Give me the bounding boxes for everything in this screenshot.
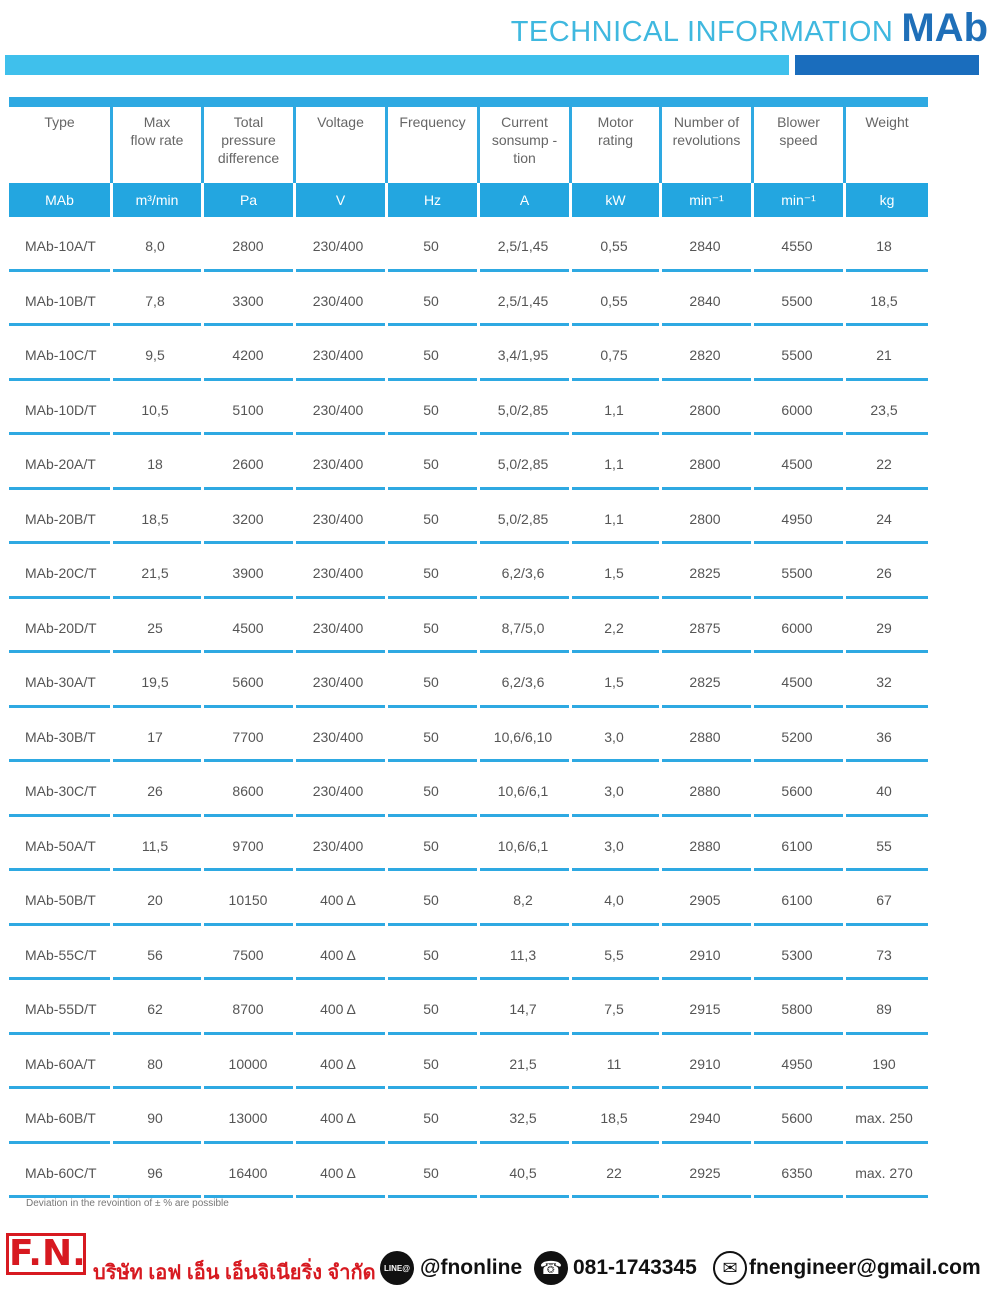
mail-icon: ✉	[713, 1251, 747, 1285]
header-line: flow rate	[130, 132, 184, 148]
table-cell: 7700	[232, 728, 264, 745]
table-cell: 20	[147, 892, 163, 908]
table-cell: 10000	[228, 1055, 268, 1072]
table-cell: 8700	[232, 1001, 264, 1017]
table-cell: 21,5	[509, 1055, 537, 1072]
table-cell: 26	[876, 565, 892, 581]
table-row	[0, 1089, 1000, 1141]
type-cell: MAb-20A/T	[25, 456, 96, 472]
table-cell: 50	[423, 347, 439, 363]
table-cell: 89	[876, 1001, 892, 1017]
table-cell: 5500	[781, 292, 813, 309]
table-cell: 4200	[232, 347, 264, 363]
table-cell: 50	[423, 238, 439, 254]
table-cell: 6100	[781, 892, 813, 908]
type-cell: MAb-50B/T	[25, 892, 96, 908]
table-cell: 50	[423, 401, 439, 418]
table-cell: 55	[876, 837, 892, 854]
table-row	[0, 599, 1000, 651]
table-cell: 62	[147, 1001, 163, 1017]
company-name: บริษัท เอฟ เอ็น เอ็นจิเนียริ่ง จำกัด	[93, 1262, 376, 1284]
header-line: Voltage	[317, 114, 364, 130]
deviation-note: Deviation in the revointion of ± % are possible	[26, 1198, 229, 1209]
header-bar-light	[5, 55, 789, 75]
table-cell: 2,2	[604, 619, 624, 636]
header-cell	[204, 113, 293, 167]
table-cell: 5200	[781, 728, 813, 745]
table-row	[0, 217, 1000, 269]
header-line: rating	[597, 132, 634, 148]
table-cell: 10,5	[141, 401, 169, 418]
table-cell: 50	[423, 1001, 439, 1017]
header-cell	[480, 113, 569, 167]
table-cell: 6350	[781, 1164, 813, 1181]
footer	[0, 1230, 1000, 1294]
row-divider	[388, 1195, 477, 1198]
header-line: Total	[233, 114, 264, 130]
type-cell: MAb-50A/T	[25, 837, 96, 854]
table-cell: 22	[606, 1164, 622, 1181]
table-cell: 400 Δ	[320, 1164, 356, 1181]
table-cell: 5300	[781, 946, 813, 963]
header-line: Blower	[777, 114, 820, 130]
column-separator	[477, 107, 480, 183]
table-cell: 5100	[232, 401, 264, 418]
table-cell: 0,75	[600, 347, 628, 363]
type-cell: MAb-20B/T	[25, 510, 96, 527]
table-cell: 230/400	[312, 619, 364, 636]
header-line: Frequency	[399, 114, 466, 130]
header-cell	[572, 113, 659, 149]
header-line: pressure	[221, 132, 276, 148]
table-row	[0, 544, 1000, 596]
unit-cell: V	[296, 183, 385, 217]
type-cell: MAb-60C/T	[25, 1164, 97, 1181]
table-cell: 2910	[689, 1055, 721, 1072]
table-cell: 400 Δ	[320, 1001, 356, 1017]
table-cell: 16400	[228, 1164, 268, 1181]
table-cell: 5,0/2,85	[497, 510, 549, 527]
column-separator	[843, 107, 846, 183]
table-row	[0, 326, 1000, 378]
table-cell: 400 Δ	[320, 892, 356, 908]
table-cell: 11,3	[509, 946, 537, 963]
table-top-border	[9, 97, 928, 107]
table-cell: 1,5	[604, 674, 624, 690]
unit-cell: min⁻¹	[662, 183, 751, 217]
header-cell	[662, 113, 751, 149]
table-cell: 2,5/1,45	[497, 238, 549, 254]
table-cell: 40	[876, 783, 892, 799]
table-cell: 230/400	[312, 510, 364, 527]
table-cell: 11	[606, 1055, 622, 1072]
table-cell: 8,7/5,0	[501, 619, 545, 636]
table-cell: 18,5	[870, 292, 898, 309]
header-line: speed	[779, 132, 818, 148]
table-cell: 32,5	[509, 1110, 537, 1126]
table-cell: 2600	[232, 456, 264, 472]
table-cell: 9,5	[145, 347, 165, 363]
table-cell: 2800	[689, 456, 721, 472]
table-cell: 4500	[232, 619, 264, 636]
table-cell: 0,55	[600, 238, 628, 254]
table-cell: 32	[876, 674, 892, 690]
table-cell: 67	[876, 892, 892, 908]
table-cell: 4500	[781, 456, 813, 472]
table-cell: 2925	[689, 1164, 721, 1181]
email-address[interactable]: fnengineer@gmail.com	[749, 1256, 981, 1279]
table-cell: 22	[876, 456, 892, 472]
table-cell: 36	[876, 728, 892, 745]
type-cell: MAb-20C/T	[25, 565, 97, 581]
header-bar-dark	[795, 55, 979, 75]
table-cell: 230/400	[312, 837, 364, 854]
table-cell: 5800	[781, 1001, 813, 1017]
column-separator	[110, 107, 113, 183]
header-cell	[388, 113, 477, 131]
table-cell: 0,55	[600, 292, 628, 309]
table-cell: 80	[147, 1055, 163, 1072]
table-row	[0, 817, 1000, 869]
type-cell: MAb-30C/T	[25, 783, 97, 799]
unit-cell: A	[480, 183, 569, 217]
table-cell: 90	[147, 1110, 163, 1126]
table-cell: 11,5	[141, 837, 169, 854]
table-cell: 230/400	[312, 292, 364, 309]
table-cell: 73	[876, 946, 892, 963]
table-row	[0, 490, 1000, 542]
table-cell: 2820	[689, 347, 721, 363]
table-cell: 50	[423, 892, 439, 908]
table-cell: 4,0	[604, 892, 624, 908]
table-row	[0, 1144, 1000, 1196]
table-row	[0, 1035, 1000, 1087]
unit-cell: min⁻¹	[754, 183, 843, 217]
unit-cell: MAb	[9, 183, 110, 217]
table-cell: 3900	[232, 565, 264, 581]
header-cell	[846, 113, 928, 131]
table-cell: 26	[147, 783, 163, 799]
table-cell: 10,6/6,10	[493, 728, 553, 745]
table-cell: 3,4/1,95	[497, 347, 549, 363]
table-cell: 5500	[781, 565, 813, 581]
table-cell: 25	[147, 619, 163, 636]
table-cell: 230/400	[312, 674, 364, 690]
title-bold: MAb	[901, 6, 988, 50]
type-cell: MAb-10A/T	[25, 238, 96, 254]
table-cell: 5,0/2,85	[497, 401, 549, 418]
table-cell: 2800	[689, 401, 721, 418]
table-cell: 2880	[689, 728, 721, 745]
table-cell: 18	[876, 238, 892, 254]
table-cell: 230/400	[312, 783, 364, 799]
row-divider	[662, 1195, 751, 1198]
unit-cell: Pa	[204, 183, 293, 217]
header-cell	[754, 113, 843, 149]
table-cell: max. 250	[855, 1110, 913, 1126]
phone-number[interactable]: 081-1743345	[573, 1256, 697, 1279]
table-cell: 2905	[689, 892, 721, 908]
table-cell: 3300	[232, 292, 264, 309]
row-divider	[296, 1195, 385, 1198]
header-line: Weight	[865, 114, 909, 130]
table-cell: 3,0	[604, 783, 624, 799]
line-icon: LINE@	[380, 1251, 414, 1285]
table-cell: 2825	[689, 674, 721, 690]
line-id[interactable]: @fnonline	[420, 1256, 523, 1279]
table-cell: 1,1	[604, 510, 624, 527]
header-line: Current	[501, 114, 548, 130]
table-cell: 230/400	[312, 456, 364, 472]
table-cell: 7,5	[604, 1001, 624, 1017]
table-cell: 10,6/6,1	[497, 783, 549, 799]
table-cell: 50	[423, 565, 439, 581]
header-line: Type	[44, 114, 75, 130]
table-cell: 8600	[232, 783, 264, 799]
table-cell: 8,2	[513, 892, 533, 908]
header-line: tion	[513, 150, 536, 166]
table-cell: 50	[423, 783, 439, 799]
table-cell: 10150	[228, 892, 268, 908]
table-row	[0, 926, 1000, 978]
column-separator	[751, 107, 754, 183]
table-cell: 50	[423, 1055, 439, 1072]
unit-cell: m³/min	[113, 183, 201, 217]
table-cell: 6100	[781, 837, 813, 854]
table-cell: 18,5	[600, 1110, 628, 1126]
header-line: difference	[217, 150, 280, 166]
type-cell: MAb-60A/T	[25, 1055, 96, 1072]
table-cell: 2800	[689, 510, 721, 527]
table-cell: 4550	[781, 238, 813, 254]
table-cell: 50	[423, 1164, 439, 1181]
table-cell: 2840	[689, 292, 721, 309]
table-cell: 7500	[232, 946, 264, 963]
table-cell: 6,2/3,6	[501, 674, 545, 690]
column-separator	[659, 107, 662, 183]
table-cell: 6000	[781, 619, 813, 636]
table-cell: 4950	[781, 510, 813, 527]
unit-cell: Hz	[388, 183, 477, 217]
row-divider	[846, 1195, 928, 1198]
table-cell: 50	[423, 1110, 439, 1126]
table-cell: 2915	[689, 1001, 721, 1017]
table-cell: 8,0	[145, 238, 165, 254]
table-cell: 17	[147, 728, 163, 745]
table-cell: 14,7	[509, 1001, 537, 1017]
table-cell: 3200	[232, 510, 264, 527]
table-cell: 50	[423, 837, 439, 854]
header-line: Motor	[597, 114, 634, 130]
type-cell: MAb-60B/T	[25, 1110, 96, 1126]
table-cell: 4950	[781, 1055, 813, 1072]
table-cell: 400 Δ	[320, 946, 356, 963]
header-line: sonsump -	[491, 132, 558, 148]
header-line: Number of	[673, 114, 740, 130]
table-cell: 19,5	[141, 674, 169, 690]
header-line: Max	[143, 114, 171, 130]
table-cell: 2840	[689, 238, 721, 254]
table-cell: 50	[423, 456, 439, 472]
title-light: TECHNICAL INFORMATION	[510, 16, 894, 48]
table-cell: 5500	[781, 347, 813, 363]
table-cell: 6,2/3,6	[501, 565, 545, 581]
header-cell	[113, 113, 201, 149]
table-row	[0, 871, 1000, 923]
table-cell: 1,5	[604, 565, 624, 581]
table-cell: 2880	[689, 783, 721, 799]
table-cell: 21,5	[141, 565, 169, 581]
table-cell: 50	[423, 946, 439, 963]
header-line: revolutions	[672, 132, 741, 148]
table-cell: 230/400	[312, 401, 364, 418]
table-cell: 5,5	[604, 946, 624, 963]
table-row	[0, 980, 1000, 1032]
table-row	[0, 708, 1000, 760]
table-cell: 50	[423, 619, 439, 636]
table-cell: 3,0	[604, 728, 624, 745]
header-cell	[296, 113, 385, 131]
table-cell: 1,1	[604, 456, 624, 472]
table-cell: 3,0	[604, 837, 624, 854]
table-row	[0, 272, 1000, 324]
table-cell: 50	[423, 292, 439, 309]
table-cell: 400 Δ	[320, 1055, 356, 1072]
table-cell: 56	[147, 946, 163, 963]
table-cell: 1,1	[604, 401, 624, 418]
type-cell: MAb-30B/T	[25, 728, 96, 745]
table-cell: 50	[423, 510, 439, 527]
type-cell: MAb-10C/T	[25, 347, 97, 363]
table-cell: 5600	[781, 1110, 813, 1126]
table-cell: 4500	[781, 674, 813, 690]
table-row	[0, 653, 1000, 705]
table-cell: 2800	[232, 238, 264, 254]
table-cell: max. 270	[855, 1164, 913, 1181]
type-cell: MAb-10D/T	[25, 401, 97, 418]
table-cell: 230/400	[312, 565, 364, 581]
table-cell: 18	[147, 456, 163, 472]
type-cell: MAb-55C/T	[25, 946, 97, 963]
table-cell: 2910	[689, 946, 721, 963]
table-cell: 230/400	[312, 728, 364, 745]
column-separator	[385, 107, 388, 183]
type-cell: MAb-10B/T	[25, 292, 96, 309]
table-cell: 2,5/1,45	[497, 292, 549, 309]
column-separator	[293, 107, 296, 183]
row-divider	[754, 1195, 843, 1198]
unit-cell: kW	[572, 183, 659, 217]
table-cell: 5600	[781, 783, 813, 799]
table-cell: 50	[423, 728, 439, 745]
table-cell: 2880	[689, 837, 721, 854]
table-cell: 2940	[689, 1110, 721, 1126]
table-row	[0, 381, 1000, 433]
table-cell: 7,8	[145, 292, 165, 309]
table-row	[0, 762, 1000, 814]
table-cell: 9700	[232, 837, 264, 854]
column-separator	[201, 107, 204, 183]
table-row	[0, 435, 1000, 487]
table-cell: 10,6/6,1	[497, 837, 549, 854]
table-cell: 5,0/2,85	[497, 456, 549, 472]
table-cell: 23,5	[870, 401, 898, 418]
table-cell: 96	[147, 1164, 163, 1181]
column-separator	[569, 107, 572, 183]
page-title	[511, 6, 988, 51]
table-cell: 400 Δ	[320, 1110, 356, 1126]
table-cell: 2825	[689, 565, 721, 581]
row-divider	[480, 1195, 569, 1198]
type-cell: MAb-20D/T	[25, 619, 97, 636]
type-cell: MAb-30A/T	[25, 674, 96, 690]
table-cell: 230/400	[312, 347, 364, 363]
unit-cell: kg	[846, 183, 928, 217]
table-cell: 50	[423, 674, 439, 690]
table-cell: 18,5	[141, 510, 169, 527]
table-cell: 2875	[689, 619, 721, 636]
table-cell: 29	[876, 619, 892, 636]
fn-logo: F.N.	[6, 1233, 86, 1275]
phone-icon: ☎	[534, 1251, 568, 1285]
table-cell: 40,5	[509, 1164, 537, 1181]
table-cell: 230/400	[312, 238, 364, 254]
table-cell: 13000	[228, 1110, 268, 1126]
table-cell: 24	[876, 510, 892, 527]
table-cell: 21	[876, 347, 892, 363]
header-cell	[9, 113, 110, 131]
table-cell: 6000	[781, 401, 813, 418]
table-cell: 190	[872, 1055, 896, 1072]
table-cell: 5600	[232, 674, 264, 690]
type-cell: MAb-55D/T	[25, 1001, 97, 1017]
row-divider	[572, 1195, 659, 1198]
